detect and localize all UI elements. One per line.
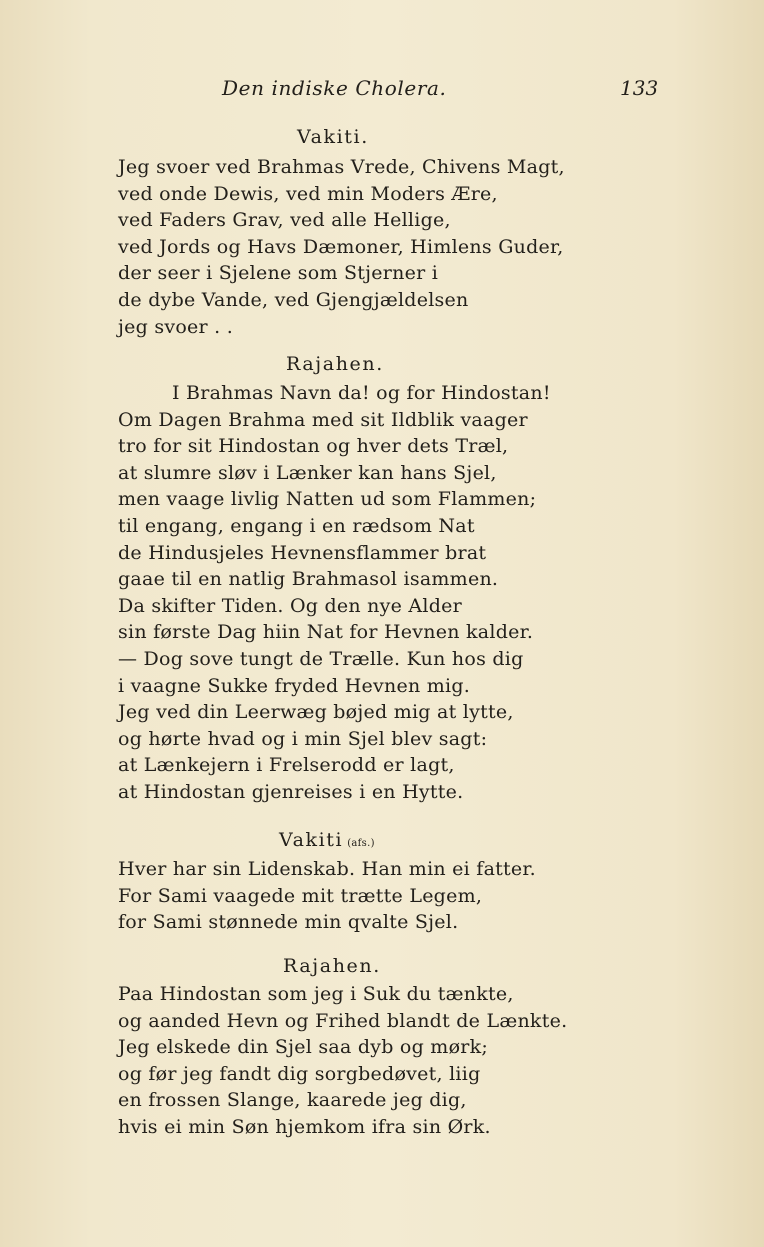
verse-line: Hver har sin Lidenskab. Han min ei fatter. <box>118 858 536 880</box>
verse-line: — Dog sove tungt de Trælle. Kun hos dig <box>118 647 524 670</box>
verse-line: ved Faders Grav, ved alle Hellige, <box>118 209 451 232</box>
verse-line: Da skifter Tiden. Og den nye Alder <box>118 594 462 617</box>
verse-line: Jeg elskede din Sjel saa dyb og mørk; <box>118 1036 489 1059</box>
verse-block-rajahen-reply <box>118 981 567 1141</box>
verse-line: at Hindostan gjenreises i en Hytte. <box>118 780 464 803</box>
verse-line: at slumre sløv i Lænker kan hans Sjel, <box>118 461 497 484</box>
verse-line: at Lænkejern i Frelserodd er lagt, <box>118 754 455 777</box>
verse-line: hvis ei min Søn hjemkom ifra sin Ørk. <box>118 1115 491 1138</box>
verse-line: i vaagne Sukke fryded Hevnen mig. <box>118 674 471 697</box>
verse-line: for Sami stønnede min qvalte Sjel. <box>118 911 459 934</box>
verse-line: ved Jords og Havs Dæmoner, Himlens Guder, <box>118 235 564 258</box>
verse-line: de dybe Vande, ved Gjengjældelsen <box>118 288 469 311</box>
verse-line: tro for sit Hindostan og hver dets Træl, <box>118 435 509 458</box>
verse-line: For Sami vaagede mit trætte Legem, <box>118 884 483 907</box>
speaker-heading-rajahen <box>283 955 381 977</box>
verse-line: og aanded Hevn og Frihed blandt de Lænkte. <box>118 1009 568 1032</box>
speaker-heading-vakiti <box>297 126 369 148</box>
speaker-name: Vakiti. <box>297 126 369 148</box>
verse-line: til engang, engang i en rædsom Nat <box>118 514 475 537</box>
verse-block-rajahen-speech <box>118 380 551 806</box>
stage-direction: (afs.) <box>347 838 375 849</box>
speaker-heading-rajahen <box>286 353 384 375</box>
verse-line: gaae til en natlig Brahmasol isammen. <box>118 568 499 591</box>
verse-line: Jeg ved din Leerwæg bøjed mig at lytte, <box>118 701 514 724</box>
verse-line: og før jeg fandt dig sorgbedøvet, liig <box>118 1062 481 1085</box>
verse-line: Jeg svoer ved Brahmas Vrede, Chivens Magt, <box>118 156 565 178</box>
speaker-name: Vakiti <box>279 829 344 851</box>
verse-line: og hørte hvad og i min Sjel blev sagt: <box>118 727 488 750</box>
verse-line: en frossen Slange, kaarede jeg dig, <box>118 1089 467 1112</box>
verse-line: de Hindusjeles Hevnensflammer brat <box>118 541 487 564</box>
verse-line: der seer i Sjelene som Stjerner i <box>118 262 439 285</box>
verse-line: Paa Hindostan som jeg i Suk du tænkte, <box>118 983 514 1005</box>
verse-block-vakiti-oath <box>118 154 565 340</box>
verse-block-vakiti-aside <box>118 856 536 936</box>
speaker-name: Rajahen. <box>286 353 384 375</box>
verse-line: I Brahmas Navn da! og for Hindostan! <box>172 382 551 404</box>
verse-line: men vaage livlig Natten ud som Flammen; <box>118 488 537 511</box>
page-number: 133 <box>620 76 659 100</box>
verse-line: sin første Dag hiin Nat for Hevnen kalder. <box>118 621 534 644</box>
verse-line: Om Dagen Brahma med sit Ildblik vaager <box>118 408 528 431</box>
verse-line: ved onde Dewis, ved min Moders Ære, <box>118 182 498 205</box>
verse-line: jeg svoer . . <box>118 315 233 338</box>
speaker-name: Rajahen. <box>283 955 381 977</box>
speaker-heading-vakiti-aside <box>279 829 375 851</box>
running-header-title: Den indiske Cholera. <box>222 76 447 100</box>
